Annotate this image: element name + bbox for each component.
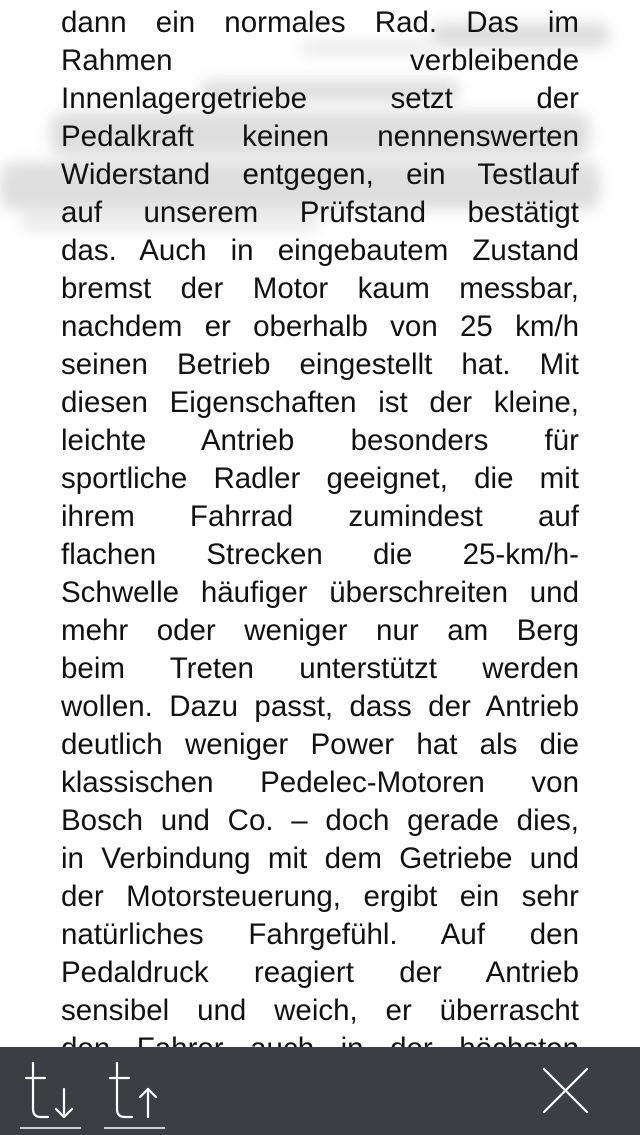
text-line: bremst der Motor kaum messbar, xyxy=(61,272,579,305)
article-text xyxy=(61,4,579,1068)
scroll-up-button[interactable] xyxy=(102,1047,168,1135)
text-line: Pedaldruck reagiert der Antrieb xyxy=(61,956,579,989)
text-line: dann ein normales Rad. Das im xyxy=(61,6,579,39)
text-line: mehr oder weniger nur am Berg xyxy=(61,614,579,647)
text-line: Bosch und Co. – doch gerade dies, xyxy=(61,804,579,837)
text-line: ihrem Fahrrad zumindest auf xyxy=(61,500,579,533)
text-line: das. Auch in eingebautem Zustand xyxy=(61,234,579,267)
close-icon xyxy=(536,1047,596,1135)
text-line: natürliches Fahrgefühl. Auf den xyxy=(61,918,579,951)
text-line: beim Treten unterstützt werden xyxy=(61,652,579,685)
text-line: nachdem er oberhalb von 25 km/h xyxy=(61,310,579,343)
text-line: Pedalkraft keinen nennenswerten xyxy=(61,120,579,153)
text-line: der Motorsteuerung, ergibt ein sehr xyxy=(61,880,579,913)
text-line: Widerstand entgegen, ein Testlauf xyxy=(61,158,579,191)
text-line: flachen Strecken die 25-km/h- xyxy=(61,538,579,571)
text-line: sportliche Radler geeignet, die mit xyxy=(61,462,579,495)
scroll-up-icon xyxy=(102,1047,168,1135)
text-line: klassischen Pedelec-Motoren von xyxy=(61,766,579,799)
text-line: diesen Eigenschaften ist der kleine, xyxy=(61,386,579,419)
close-button[interactable] xyxy=(536,1047,596,1135)
scroll-down-button[interactable] xyxy=(18,1047,84,1135)
text-line: in Verbindung mit dem Getriebe und xyxy=(61,842,579,875)
text-line: deutlich weniger Power hat als die xyxy=(61,728,579,761)
text-line: Innenlagergetriebe setzt der xyxy=(61,82,579,115)
text-line: leichte Antrieb besonders für xyxy=(61,424,579,457)
text-line: auf unserem Prüfstand bestätigt xyxy=(61,196,579,229)
text-line: wollen. Dazu passt, dass der Antrieb xyxy=(61,690,579,723)
text-line: seinen Betrieb eingestellt hat. Mit xyxy=(61,348,579,381)
scroll-down-icon xyxy=(18,1047,84,1135)
text-line: Schwelle häufiger überschreiten und xyxy=(61,576,579,609)
bottom-toolbar xyxy=(0,1047,640,1135)
text-line: sensibel und weich, er überrascht xyxy=(61,994,579,1027)
text-line: Rahmen verbleibende xyxy=(61,44,579,77)
